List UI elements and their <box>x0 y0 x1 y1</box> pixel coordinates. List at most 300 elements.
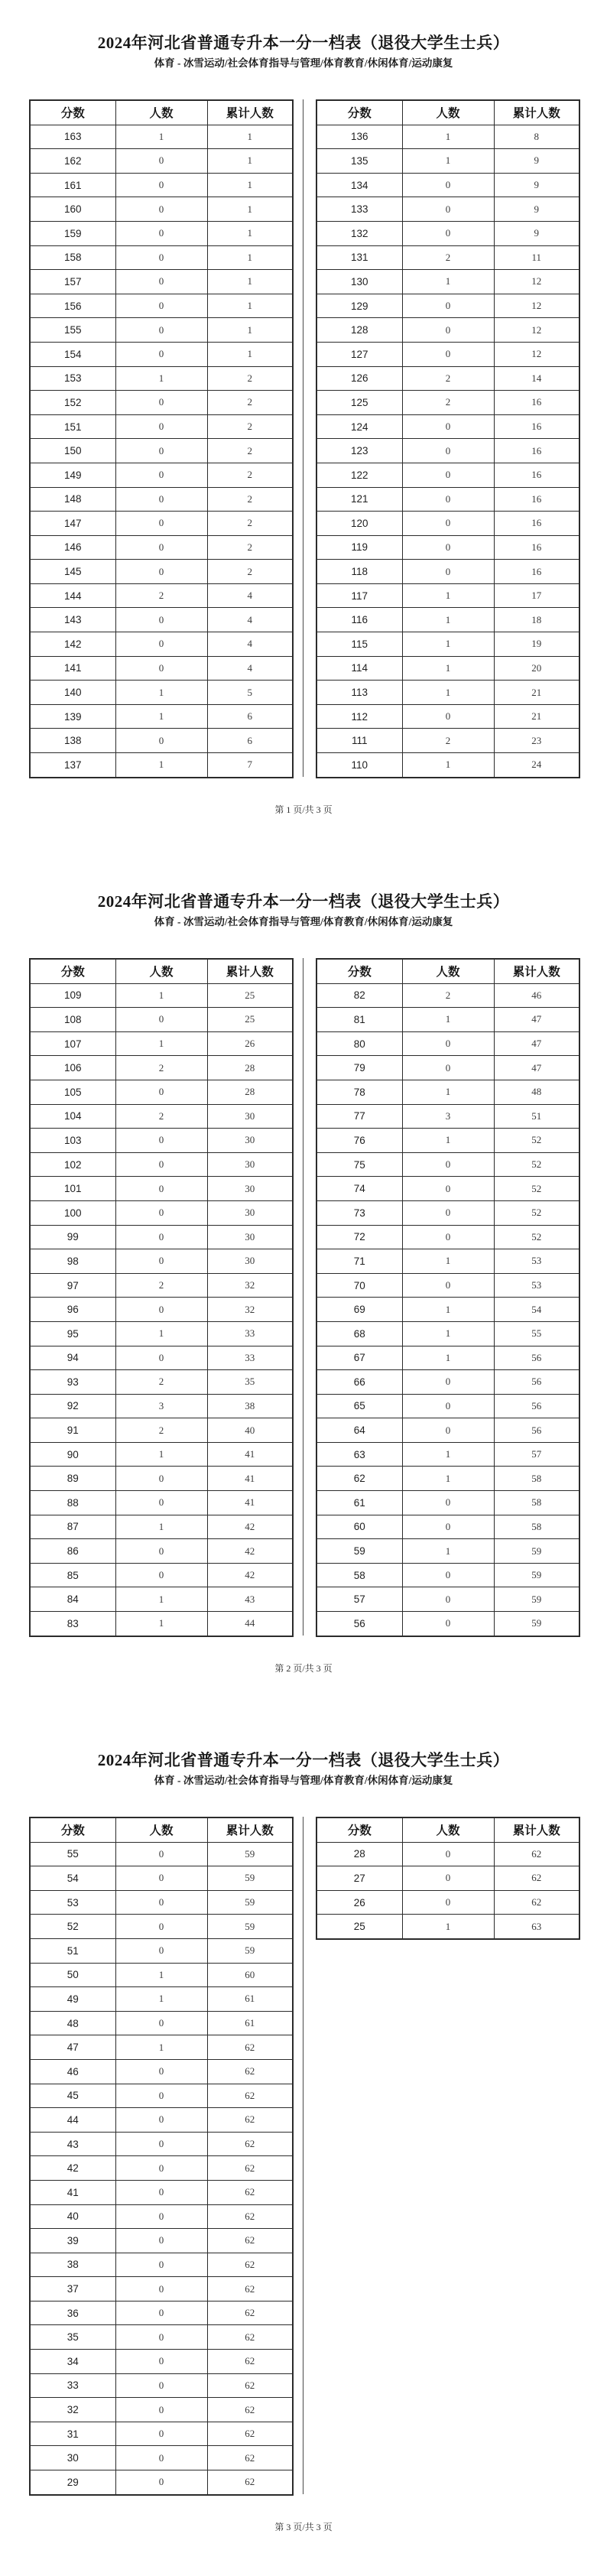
score-table-left <box>29 99 294 778</box>
count-cell: 0 <box>402 197 494 222</box>
count-cell: 2 <box>402 366 494 391</box>
cumulative-cell: 62 <box>207 2059 293 2084</box>
score-cell: 100 <box>30 1200 115 1225</box>
cumulative-cell: 59 <box>494 1587 579 1612</box>
table-row <box>30 2373 293 2398</box>
cumulative-cell: 48 <box>494 1080 579 1104</box>
table-row <box>316 729 579 753</box>
score-cell: 75 <box>316 1152 402 1177</box>
count-cell: 0 <box>402 1842 494 1866</box>
score-cell: 73 <box>316 1200 402 1225</box>
count-cell: 1 <box>115 1031 207 1056</box>
page-2 <box>0 859 607 1717</box>
count-cell: 0 <box>402 1866 494 1891</box>
score-cell: 152 <box>30 391 115 415</box>
count-cell: 1 <box>115 2035 207 2060</box>
cumulative-cell: 9 <box>494 149 579 174</box>
count-cell: 0 <box>402 1177 494 1201</box>
table-row <box>316 704 579 729</box>
column-header-cumulative: 累计人数 <box>207 1817 293 1842</box>
count-cell: 0 <box>115 197 207 222</box>
table-row <box>316 753 579 778</box>
count-cell: 0 <box>115 1467 207 1491</box>
table-row <box>30 1394 293 1418</box>
table-row <box>316 608 579 632</box>
table-row <box>30 704 293 729</box>
score-cell: 40 <box>30 2204 115 2229</box>
score-cell: 99 <box>30 1225 115 1249</box>
column-header-cumulative: 累计人数 <box>207 959 293 983</box>
table-row <box>30 2350 293 2374</box>
table-row <box>316 1612 579 1636</box>
score-cell: 131 <box>316 245 402 270</box>
table-row <box>316 1442 579 1467</box>
table-row <box>30 463 293 487</box>
score-cell: 49 <box>30 1987 115 2012</box>
count-cell: 0 <box>402 1273 494 1298</box>
score-cell: 107 <box>30 1031 115 1056</box>
count-cell: 0 <box>115 1225 207 1249</box>
table-row <box>30 1963 293 1987</box>
column-header-score: 分数 <box>316 100 402 125</box>
count-cell: 1 <box>115 704 207 729</box>
table-row <box>30 2180 293 2204</box>
table-row <box>30 1515 293 1539</box>
cumulative-cell: 62 <box>207 2446 293 2470</box>
count-cell: 0 <box>402 439 494 463</box>
table-row <box>30 753 293 778</box>
count-cell: 0 <box>115 318 207 343</box>
cumulative-cell: 30 <box>207 1249 293 1274</box>
score-cell: 154 <box>30 342 115 366</box>
table-row <box>316 583 579 608</box>
table-row <box>30 2084 293 2108</box>
cumulative-cell: 62 <box>494 1866 579 1891</box>
score-cell: 108 <box>30 1008 115 1032</box>
cumulative-cell: 16 <box>494 560 579 584</box>
cumulative-cell: 1 <box>207 125 293 149</box>
page-subtitle: 体育 - 冰雪运动/社会体育指导与管理/体育教育/休闲体育/运动康复 <box>154 916 453 927</box>
score-cell: 68 <box>316 1321 402 1346</box>
score-cell: 56 <box>316 1612 402 1636</box>
count-cell: 0 <box>115 1200 207 1225</box>
cumulative-cell: 51 <box>494 1104 579 1129</box>
table-row <box>30 2059 293 2084</box>
count-cell: 0 <box>115 1539 207 1564</box>
cumulative-cell: 62 <box>207 2325 293 2350</box>
cumulative-cell: 62 <box>207 2253 293 2277</box>
score-cell: 27 <box>316 1866 402 1891</box>
table-row <box>30 1842 293 1866</box>
table-row <box>316 1394 579 1418</box>
table-row <box>30 149 293 174</box>
table-row <box>316 1273 579 1298</box>
score-table-right <box>316 958 580 1637</box>
table-row <box>316 1515 579 1539</box>
count-cell: 2 <box>115 1056 207 1080</box>
count-cell: 0 <box>115 342 207 366</box>
table-row <box>316 983 579 1008</box>
count-cell: 1 <box>402 1442 494 1467</box>
count-cell: 0 <box>115 656 207 681</box>
score-cell: 53 <box>30 1890 115 1915</box>
cumulative-cell: 52 <box>494 1177 579 1201</box>
table-row <box>316 1467 579 1491</box>
cumulative-cell: 25 <box>207 1008 293 1032</box>
score-cell: 70 <box>316 1273 402 1298</box>
table-row <box>316 1056 579 1080</box>
table-row <box>316 1321 579 1346</box>
score-cell: 97 <box>30 1273 115 1298</box>
count-cell: 0 <box>402 221 494 245</box>
count-cell: 0 <box>115 1152 207 1177</box>
cumulative-cell: 1 <box>207 245 293 270</box>
table-row <box>316 197 579 222</box>
count-cell: 1 <box>402 1539 494 1564</box>
score-cell: 87 <box>30 1515 115 1539</box>
cumulative-cell: 53 <box>494 1273 579 1298</box>
table-row <box>30 1418 293 1443</box>
count-cell: 0 <box>402 463 494 487</box>
cumulative-cell: 59 <box>494 1563 579 1587</box>
table-row <box>316 1031 579 1056</box>
cumulative-cell: 43 <box>207 1587 293 1612</box>
count-cell: 0 <box>115 439 207 463</box>
cumulative-cell: 2 <box>207 366 293 391</box>
cumulative-cell: 9 <box>494 173 579 197</box>
cumulative-cell: 46 <box>494 983 579 1008</box>
table-row <box>316 318 579 343</box>
cumulative-cell: 4 <box>207 632 293 657</box>
score-cell: 51 <box>30 1938 115 1963</box>
cumulative-cell: 55 <box>494 1321 579 1346</box>
table-row <box>316 245 579 270</box>
score-cell: 44 <box>30 2108 115 2133</box>
cumulative-cell: 6 <box>207 704 293 729</box>
cumulative-cell: 20 <box>494 656 579 681</box>
table-row <box>30 197 293 222</box>
table-header-row <box>316 1817 579 1842</box>
score-cell: 37 <box>30 2277 115 2302</box>
score-cell: 83 <box>30 1612 115 1636</box>
table-header-row <box>316 100 579 125</box>
cumulative-cell: 2 <box>207 414 293 439</box>
page-1 <box>0 0 607 859</box>
table-row <box>30 2277 293 2302</box>
score-cell: 132 <box>316 221 402 245</box>
count-cell: 0 <box>402 1418 494 1443</box>
table-row <box>316 1080 579 1104</box>
count-cell: 1 <box>402 681 494 705</box>
table-row <box>30 1152 293 1177</box>
table-header-row <box>30 1817 293 1842</box>
cumulative-cell: 53 <box>494 1249 579 1274</box>
table-row <box>316 1418 579 1443</box>
count-cell: 0 <box>402 1587 494 1612</box>
cumulative-cell: 62 <box>207 2180 293 2204</box>
score-cell: 26 <box>316 1890 402 1915</box>
cumulative-cell: 2 <box>207 439 293 463</box>
count-cell: 1 <box>402 632 494 657</box>
cumulative-cell: 59 <box>207 1842 293 1866</box>
cumulative-cell: 61 <box>207 2011 293 2035</box>
score-cell: 106 <box>30 1056 115 1080</box>
count-cell: 0 <box>402 1394 494 1418</box>
score-cell: 126 <box>316 366 402 391</box>
cumulative-cell: 16 <box>494 463 579 487</box>
score-cell: 25 <box>316 1915 402 1939</box>
score-cell: 101 <box>30 1177 115 1201</box>
table-header-row <box>30 959 293 983</box>
cumulative-cell: 16 <box>494 439 579 463</box>
column-divider <box>303 958 304 1636</box>
count-cell: 0 <box>115 2470 207 2495</box>
count-cell: 0 <box>115 2422 207 2446</box>
cumulative-cell: 47 <box>494 1008 579 1032</box>
score-cell: 42 <box>30 2156 115 2181</box>
count-cell: 0 <box>402 1612 494 1636</box>
cumulative-cell: 44 <box>207 1612 293 1636</box>
cumulative-cell: 38 <box>207 1394 293 1418</box>
score-cell: 55 <box>30 1842 115 1866</box>
column-divider <box>303 1817 304 2494</box>
score-cell: 32 <box>30 2398 115 2422</box>
column-divider <box>303 99 304 777</box>
cumulative-cell: 62 <box>207 2229 293 2253</box>
score-cell: 153 <box>30 366 115 391</box>
count-cell: 0 <box>402 512 494 536</box>
score-cell: 156 <box>30 294 115 318</box>
table-row <box>30 366 293 391</box>
count-cell: 0 <box>402 294 494 318</box>
table-row <box>30 2204 293 2229</box>
table-row <box>316 535 579 560</box>
cumulative-cell: 30 <box>207 1152 293 1177</box>
count-cell: 0 <box>402 1152 494 1177</box>
score-cell: 93 <box>30 1370 115 1395</box>
score-cell: 128 <box>316 318 402 343</box>
table-row <box>30 2132 293 2156</box>
page-footer: 第 3 页/共 3 页 <box>274 2522 333 2532</box>
table-row <box>30 608 293 632</box>
score-cell: 136 <box>316 125 402 149</box>
cumulative-cell: 42 <box>207 1539 293 1564</box>
table-row <box>316 681 579 705</box>
cumulative-cell: 59 <box>207 1915 293 1939</box>
score-cell: 113 <box>316 681 402 705</box>
table-row <box>30 2470 293 2495</box>
cumulative-cell: 59 <box>494 1612 579 1636</box>
table-row <box>316 149 579 174</box>
count-cell: 0 <box>115 221 207 245</box>
table-row <box>30 318 293 343</box>
score-cell: 81 <box>316 1008 402 1032</box>
cumulative-cell: 56 <box>494 1394 579 1418</box>
count-cell: 0 <box>115 1915 207 1939</box>
table-row <box>316 342 579 366</box>
count-cell: 0 <box>115 294 207 318</box>
count-cell: 0 <box>402 1890 494 1915</box>
count-cell: 2 <box>115 1273 207 1298</box>
cumulative-cell: 4 <box>207 656 293 681</box>
count-cell: 0 <box>402 487 494 512</box>
table-row <box>30 2156 293 2181</box>
score-cell: 133 <box>316 197 402 222</box>
cumulative-cell: 30 <box>207 1129 293 1153</box>
count-cell: 0 <box>402 318 494 343</box>
count-cell: 0 <box>115 245 207 270</box>
cumulative-cell: 62 <box>207 2398 293 2422</box>
table-row <box>30 729 293 753</box>
score-cell: 129 <box>316 294 402 318</box>
count-cell: 0 <box>115 2156 207 2181</box>
count-cell: 0 <box>402 1031 494 1056</box>
score-cell: 151 <box>30 414 115 439</box>
score-cell: 140 <box>30 681 115 705</box>
table-row <box>30 1915 293 1939</box>
score-cell: 38 <box>30 2253 115 2277</box>
cumulative-cell: 9 <box>494 197 579 222</box>
table-row <box>316 1249 579 1274</box>
score-cell: 47 <box>30 2035 115 2060</box>
score-cell: 102 <box>30 1152 115 1177</box>
score-cell: 155 <box>30 318 115 343</box>
cumulative-cell: 16 <box>494 391 579 415</box>
cumulative-cell: 58 <box>494 1467 579 1491</box>
score-cell: 64 <box>316 1418 402 1443</box>
score-cell: 117 <box>316 583 402 608</box>
cumulative-cell: 47 <box>494 1056 579 1080</box>
score-cell: 120 <box>316 512 402 536</box>
score-cell: 43 <box>30 2132 115 2156</box>
cumulative-cell: 41 <box>207 1491 293 1515</box>
count-cell: 0 <box>402 1225 494 1249</box>
cumulative-cell: 14 <box>494 366 579 391</box>
score-cell: 86 <box>30 1539 115 1564</box>
count-cell: 0 <box>402 560 494 584</box>
table-row <box>316 1298 579 1322</box>
count-cell: 0 <box>115 2398 207 2422</box>
score-cell: 69 <box>316 1298 402 1322</box>
cumulative-cell: 52 <box>494 1200 579 1225</box>
count-cell: 1 <box>402 1249 494 1274</box>
table-row <box>30 1563 293 1587</box>
cumulative-cell: 1 <box>207 294 293 318</box>
page-subtitle: 体育 - 冰雪运动/社会体育指导与管理/体育教育/休闲体育/运动康复 <box>154 1775 453 1786</box>
count-cell: 0 <box>402 535 494 560</box>
count-cell: 0 <box>402 342 494 366</box>
table-row <box>30 1273 293 1298</box>
cumulative-cell: 1 <box>207 318 293 343</box>
cumulative-cell: 6 <box>207 729 293 753</box>
score-cell: 161 <box>30 173 115 197</box>
count-cell: 1 <box>402 608 494 632</box>
count-cell: 0 <box>115 173 207 197</box>
table-row <box>30 414 293 439</box>
score-table-right <box>316 99 580 778</box>
score-cell: 29 <box>30 2470 115 2495</box>
cumulative-cell: 8 <box>494 125 579 149</box>
cumulative-cell: 16 <box>494 512 579 536</box>
table-row <box>316 439 579 463</box>
cumulative-cell: 12 <box>494 318 579 343</box>
cumulative-cell: 35 <box>207 1370 293 1395</box>
score-cell: 85 <box>30 1563 115 1587</box>
count-cell: 0 <box>115 2446 207 2470</box>
table-row <box>30 583 293 608</box>
cumulative-cell: 42 <box>207 1515 293 1539</box>
cumulative-cell: 30 <box>207 1200 293 1225</box>
table-row <box>30 1200 293 1225</box>
cumulative-cell: 42 <box>207 1563 293 1587</box>
score-cell: 79 <box>316 1056 402 1080</box>
score-cell: 124 <box>316 414 402 439</box>
table-row <box>316 1539 579 1564</box>
count-cell: 2 <box>115 1370 207 1395</box>
count-cell: 1 <box>115 1321 207 1346</box>
count-cell: 0 <box>115 414 207 439</box>
score-cell: 141 <box>30 656 115 681</box>
cumulative-cell: 60 <box>207 1963 293 1987</box>
table-row <box>30 1587 293 1612</box>
score-cell: 34 <box>30 2350 115 2374</box>
score-cell: 30 <box>30 2446 115 2470</box>
column-header-count: 人数 <box>402 1817 494 1842</box>
count-cell: 1 <box>402 1080 494 1104</box>
count-cell: 3 <box>115 1394 207 1418</box>
score-cell: 135 <box>316 149 402 174</box>
score-cell: 104 <box>30 1104 115 1129</box>
cumulative-cell: 12 <box>494 294 579 318</box>
table-row <box>316 1563 579 1587</box>
table-row <box>316 414 579 439</box>
cumulative-cell: 7 <box>207 753 293 778</box>
count-cell: 1 <box>115 1963 207 1987</box>
count-cell: 0 <box>402 1515 494 1539</box>
count-cell: 1 <box>115 1515 207 1539</box>
score-cell: 157 <box>30 270 115 294</box>
table-row <box>316 173 579 197</box>
count-cell: 2 <box>115 583 207 608</box>
table-row <box>30 2229 293 2253</box>
column-header-score: 分数 <box>316 1817 402 1842</box>
table-row <box>316 1491 579 1515</box>
cumulative-cell: 58 <box>494 1515 579 1539</box>
cumulative-cell: 47 <box>494 1031 579 1056</box>
count-cell: 2 <box>402 391 494 415</box>
score-cell: 82 <box>316 983 402 1008</box>
score-cell: 77 <box>316 1104 402 1129</box>
score-cell: 109 <box>30 983 115 1008</box>
cumulative-cell: 4 <box>207 583 293 608</box>
count-cell: 0 <box>115 2180 207 2204</box>
count-cell: 0 <box>115 1008 207 1032</box>
count-cell: 0 <box>402 1370 494 1395</box>
score-cell: 158 <box>30 245 115 270</box>
count-cell: 0 <box>115 1249 207 1274</box>
cumulative-cell: 30 <box>207 1177 293 1201</box>
cumulative-cell: 19 <box>494 632 579 657</box>
cumulative-cell: 52 <box>494 1129 579 1153</box>
table-row <box>30 632 293 657</box>
cumulative-cell: 1 <box>207 221 293 245</box>
cumulative-cell: 11 <box>494 245 579 270</box>
score-cell: 65 <box>316 1394 402 1418</box>
table-row <box>316 1890 579 1915</box>
cumulative-cell: 4 <box>207 608 293 632</box>
column-header-cumulative: 累计人数 <box>494 100 579 125</box>
count-cell: 0 <box>115 2108 207 2133</box>
